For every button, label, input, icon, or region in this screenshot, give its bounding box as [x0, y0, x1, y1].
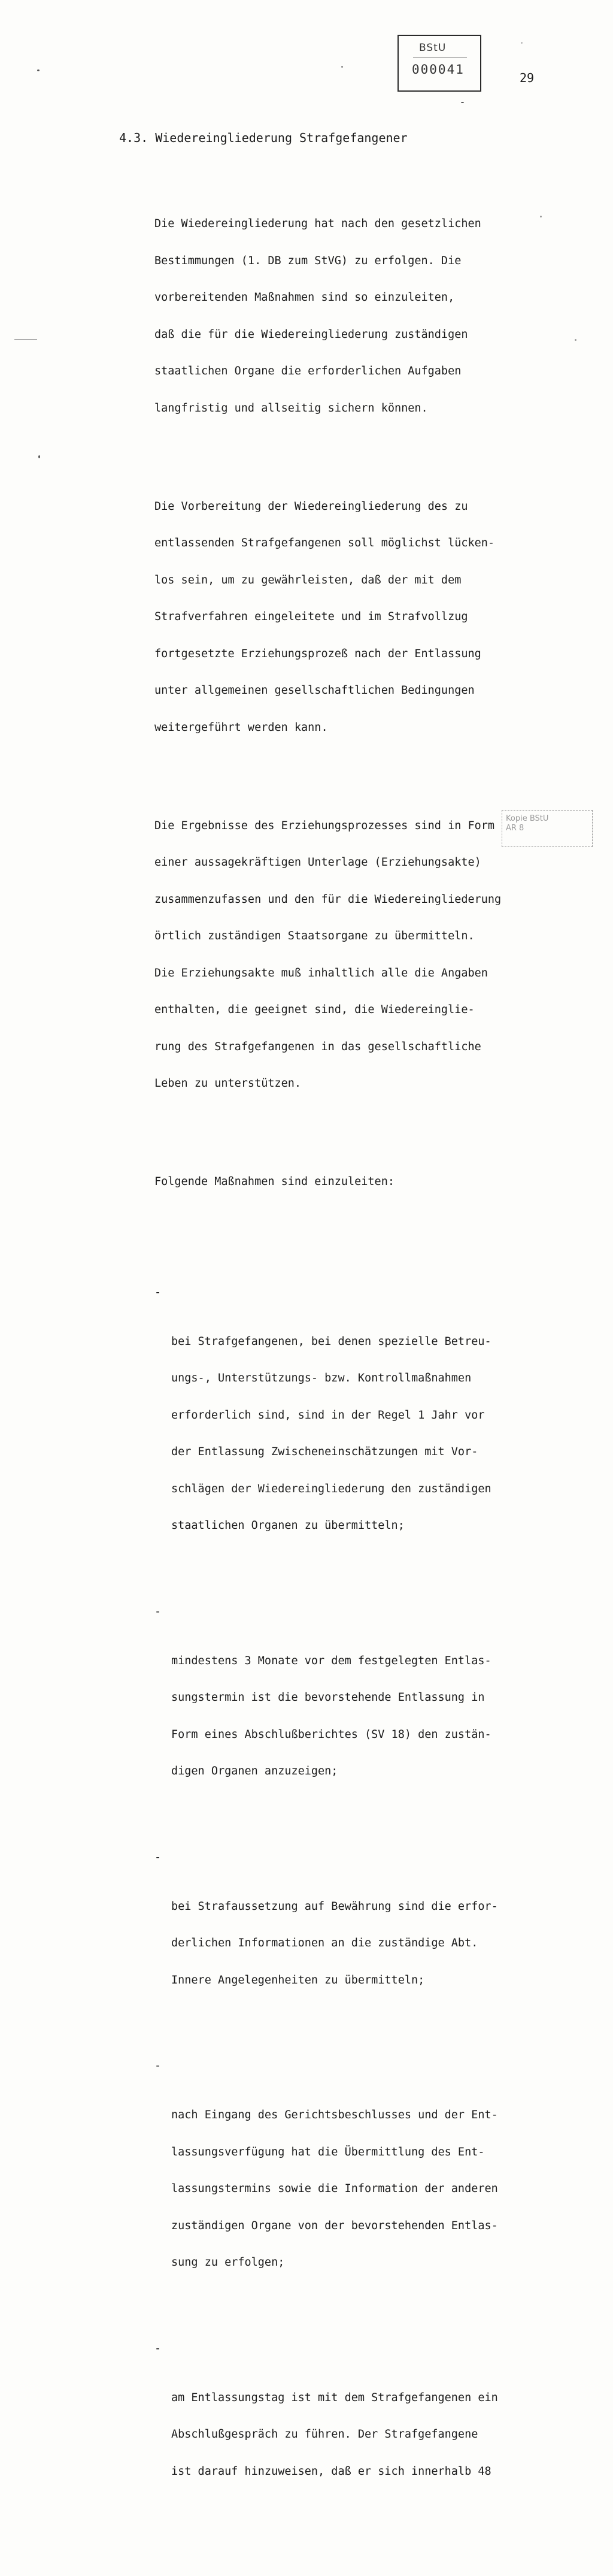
text-line: bei Strafaussetzung auf Bewährung sind die erfor- — [171, 1900, 498, 1913]
list-dash: - — [154, 2342, 162, 2355]
measures-list — [154, 1262, 550, 2552]
text-line: Strafverfahren eingeleitete und im Strafvollzug — [154, 610, 468, 623]
text-line: lassungsverfügung hat die Übermittlung des Ent- — [171, 2145, 485, 2158]
list-item-text — [171, 1642, 566, 1802]
scan-speck — [575, 339, 576, 341]
text-line: Die Wiedereingliederung hat nach den gesetzlichen — [154, 217, 481, 230]
archive-stamp-line: AR 8 — [506, 824, 524, 833]
archive-stamp-line: Kopie BStU — [506, 814, 549, 823]
list-item-text — [171, 1323, 566, 1556]
text-line: daß die für die Wiedereingliederung zuständigen — [154, 328, 468, 341]
list-dash: - — [154, 1851, 162, 1864]
scan-speck — [521, 42, 523, 44]
text-line: zuständigen Organe von der bevorstehenden Entlas- — [171, 2219, 498, 2232]
stamp-number: 000041 — [412, 62, 465, 77]
scan-speck — [461, 102, 464, 103]
list-dash: - — [154, 1605, 162, 1618]
text-line: am Entlassungstag ist mit dem Strafgefangenen ein — [171, 2391, 498, 2404]
text-line: zusammenzufassen und den für die Wiedereingliederung — [154, 893, 502, 906]
scan-speck — [14, 339, 37, 340]
text-line: Die Erziehungsakte muß inhaltlich alle die Angaben — [154, 966, 488, 979]
text-line: sung zu erfolgen; — [171, 2256, 285, 2269]
text-line: entlassenden Strafgefangenen soll möglichst lücken- — [154, 537, 495, 549]
text-line: mindestens 3 Monate vor dem festgelegten Entlas- — [171, 1654, 491, 1667]
scan-speck — [37, 69, 40, 71]
text-line: staatlichen Organen zu übermitteln; — [171, 1519, 405, 1532]
paragraph — [154, 193, 550, 439]
paragraph — [154, 476, 550, 759]
text-line: Folgende Maßnahmen sind einzuleiten: — [154, 1175, 394, 1188]
stamp-org: BStU — [419, 42, 447, 54]
text-line: derlichen Informationen an die zuständige Abt. — [171, 1937, 478, 1949]
text-line: örtlich zuständigen Staatsorgane zu übermitteln. — [154, 930, 475, 942]
text-line: erforderlich sind, sind in der Regel 1 Jahr vor — [171, 1408, 485, 1422]
page-number: 29 — [520, 71, 535, 85]
text-line: staatlichen Organe die erforderlichen Aufgaben — [154, 365, 462, 377]
list-item-text — [171, 2379, 566, 2502]
text-line: ungs-, Unterstützungs- bzw. Kontrollmaßnahmen — [171, 1372, 472, 1384]
paragraph — [154, 796, 550, 1115]
text-line: Innere Angelegenheiten zu übermitteln; — [171, 1973, 425, 1987]
text-line: rung des Strafgefangenen in das gesellschaftliche — [154, 1040, 481, 1053]
text-line: digen Organen anzuzeigen; — [171, 1765, 338, 1777]
archive-stamp-text — [506, 814, 548, 833]
list-item-text — [171, 1888, 566, 2011]
archive-number-stamp — [397, 35, 481, 92]
text-line: Bestimmungen (1. DB zum StVG) zu erfolgen. Die — [154, 254, 462, 267]
text-line: Leben zu unterstützen. — [154, 1077, 302, 1090]
text-line: bei Strafgefangenen, bei denen spezielle Betreu- — [171, 1335, 491, 1348]
text-line: schlägen der Wiedereingliederung den zuständigen — [171, 1482, 491, 1495]
text-line: Die Vorbereitung der Wiedereingliederung des zu — [154, 500, 468, 513]
scan-speck — [38, 455, 40, 458]
paragraph — [154, 1151, 550, 1213]
list-dash: - — [154, 1286, 162, 1299]
scan-speck — [540, 216, 542, 217]
text-line: unter allgemeinen gesellschaftlichen Bedingungen — [154, 684, 475, 697]
list-item — [154, 2343, 550, 2515]
list-dash: - — [154, 2060, 162, 2072]
text-line: enthalten, die geeignet sind, die Wiedereinglie- — [154, 1003, 475, 1016]
text-line: Die Ergebnisse des Erziehungsprozesses sind in Form — [154, 819, 495, 832]
section-heading: 4.3. Wiedereingliederung Strafgefangener — [119, 131, 408, 145]
text-line: los sein, um zu gewährleisten, daß der mit dem — [154, 573, 462, 586]
list-item — [154, 1606, 550, 1815]
text-line: sungstermin ist die bevorstehende Entlassung in — [171, 1691, 485, 1704]
list-item — [154, 1852, 550, 2024]
archive-copy-stamp — [502, 810, 593, 847]
text-line: nach Eingang des Gerichtsbeschlusses und der Ent- — [171, 2109, 498, 2121]
text-line: fortgesetzte Erziehungsprozeß nach der Entlassung — [154, 647, 481, 660]
text-line: ist darauf hinzuweisen, daß er sich innerhalb 48 — [171, 2465, 491, 2478]
text-line: vorbereitenden Maßnahmen sind so einzuleiten, — [154, 291, 455, 304]
text-line: langfristig und allseitig sichern können. — [154, 401, 428, 415]
text-line: Abschlußgespräch zu führen. Der Strafgefangene — [171, 2428, 478, 2441]
list-item — [154, 1287, 550, 1570]
scan-speck — [341, 66, 343, 68]
list-item — [154, 2060, 550, 2306]
text-line: der Entlassung Zwischeneinschätzungen mit Vor- — [171, 1446, 478, 1458]
body-text — [154, 169, 550, 2576]
text-line: weitergeführt werden kann. — [154, 721, 328, 734]
text-line: einer aussagekräftigen Unterlage (Erziehungsakte) — [154, 856, 481, 869]
text-line: lassungstermins sowie die Information der anderen — [171, 2182, 498, 2195]
list-item-text — [171, 2097, 566, 2294]
text-line: Form eines Abschlußberichtes (SV 18) den zustän- — [171, 1728, 491, 1741]
